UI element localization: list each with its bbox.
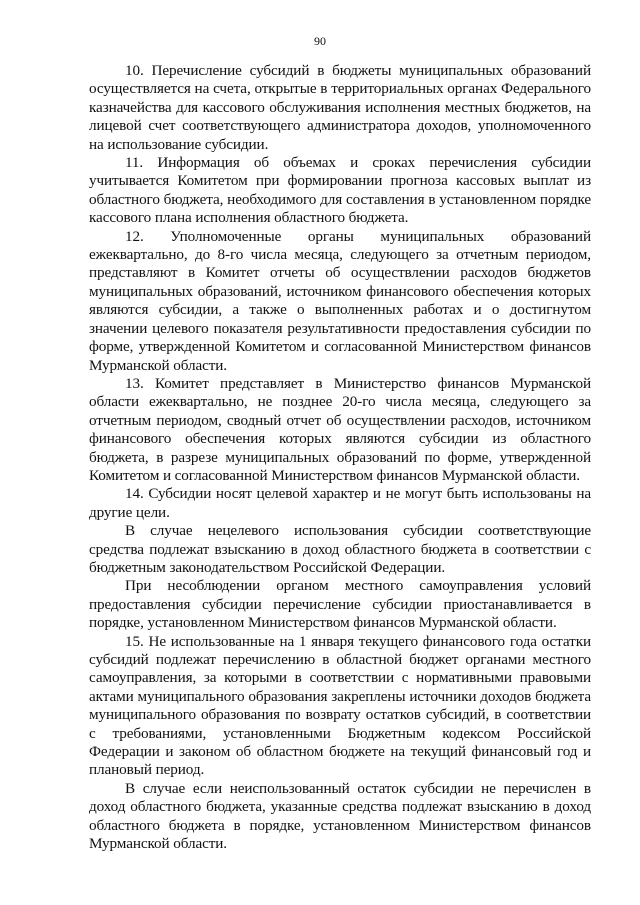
paragraph-misuse-recovery: В случае нецелевого использования субсидии соответствующие средства подлежат взысканию в доход областного бюджета в соответствии с бюджетным законодательством Российской Федерации.	[89, 522, 591, 576]
paragraph-suspension: При несоблюдении органом местного самоуправления условий предоставления субсидии перечисление субсидии приостанавливается в порядке, установленном Министерством финансов Мурманской области.	[89, 577, 591, 632]
paragraph-12-municipal-reports: 12. Уполномоченные органы муниципальных образований ежеквартально, до 8-го числа месяца, следующего за отчетным периодом, представляют в Комитет отчеты об осуществлении расходов бюджетов муниципальных образований, источником финансового обеспечения которых являются субсидии, а также о выполненных работах и о достигнутом значении целевого показателя результативности предоставления субсидии по форме, утвержденной Комитетом и согласованной Министерством финансов Мурманской области.	[89, 227, 591, 374]
paragraph-15-unused-balances: 15. Не использованные на 1 января текущего финансового года остатки субсидий подлежат перечислению в областной бюджет органами местного самоуправления, за которыми в соответствии с нормативными правовыми актами муниципального образования закреплены источники доходов бюджета муниципального образования по возврату остатков субсидий, в соответствии с требованиями, установленными Бюджетным кодексом Российской Федерации и законом об областном бюджете на текущий финансовый год и плановый период.	[89, 632, 591, 779]
paragraph-unreturned-balance: В случае если неиспользованный остаток субсидии не перечислен в доход областного бюджета, указанные средства подлежат взысканию в доход областного бюджета в порядке, установленном Министерством финансов Мурманской области.	[89, 779, 591, 853]
paragraph-14-target-use: 14. Субсидии носят целевой характер и не могут быть использованы на другие цели.	[89, 485, 591, 521]
document-body	[89, 62, 591, 853]
paragraph-11-transfer-information: 11. Информация об объемах и сроках перечисления субсидии учитывается Комитетом при формировании прогноза кассовых выплат из областного бюджета, необходимого для составления в установленном порядке кассового плана исполнения областного бюджета.	[89, 154, 591, 227]
paragraph-13-consolidated-report: 13. Комитет представляет в Министерство финансов Мурманской области ежеквартально, не позднее 20-го числа месяца, следующего за отчетным периодом, сводный отчет об осуществлении расходов, источником финансового обеспечения которых являются субсидии из областного бюджета, в разрезе муниципальных образований по форме, утвержденной Комитетом и согласованной Министерством финансов Мурманской области.	[89, 374, 591, 484]
paragraph-10-subsidy-transfer: 10. Перечисление субсидий в бюджеты муниципальных образований осуществляется на счета, открытые в территориальных органах Федерального казначейства для кассового обслуживания исполнения местных бюджетов, на лицевой счет соответствующего администратора доходов, уполномоченного на использование субсидии.	[89, 62, 591, 153]
page-number: 90	[314, 34, 326, 48]
